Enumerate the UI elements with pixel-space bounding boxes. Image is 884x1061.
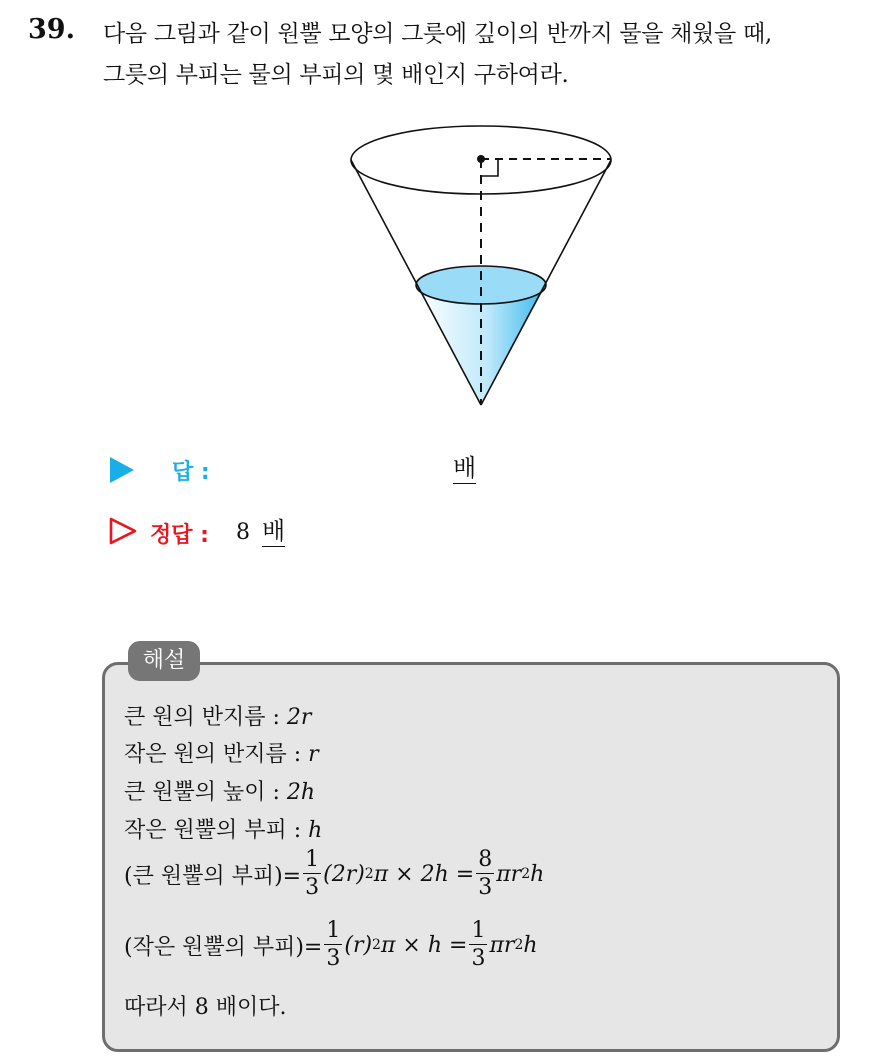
solution-text: 큰 원의 반지름 : xyxy=(124,705,287,730)
fraction-denominator: 3 xyxy=(305,875,320,900)
equation-term: π × 2h = xyxy=(373,861,475,887)
fraction-denominator: 3 xyxy=(471,946,486,971)
correct-value: 8 xyxy=(236,520,250,545)
solution-math: h xyxy=(308,818,323,843)
solution-tag: 해설 xyxy=(128,641,200,681)
exponent: 2 xyxy=(521,866,531,882)
solution-text: 작은 원뿔의 부피 : xyxy=(124,818,309,843)
fraction xyxy=(469,920,487,970)
fraction-denominator: 3 xyxy=(326,946,341,971)
correct-unit: 배 xyxy=(262,517,286,545)
exponent: 2 xyxy=(514,937,524,953)
solution-line-big-radius xyxy=(124,700,311,731)
fraction-denominator: 3 xyxy=(478,875,493,900)
question-text-line2: 그릇의 부피는 물의 부피의 몇 배인지 구하여라. xyxy=(103,62,569,88)
solution-line-big-height xyxy=(124,775,315,806)
fraction-numerator: 8 xyxy=(478,847,493,872)
question-text-line1: 다음 그림과 같이 원뿔 모양의 그릇에 깊이의 반까지 물을 채웠을 때, xyxy=(103,21,772,47)
fraction-numerator: 1 xyxy=(471,918,486,943)
solution-math: 2r xyxy=(286,705,312,730)
answer-arrow-icon xyxy=(110,457,134,483)
solution-line-small-volume xyxy=(124,813,322,844)
solution-equation-small xyxy=(124,920,538,970)
solution-text: 큰 원뿔의 높이 : xyxy=(124,780,287,805)
fraction xyxy=(324,920,342,970)
exponent: 2 xyxy=(364,866,374,882)
equation-term: (r) xyxy=(344,932,373,958)
center-dot xyxy=(477,155,485,163)
fraction-numerator: 1 xyxy=(326,918,341,943)
equation-term: h xyxy=(523,932,538,958)
equation-left: (큰 원뿔의 부피)= xyxy=(124,863,302,889)
correct-label: 정답 : xyxy=(150,523,209,548)
solution-math: r xyxy=(308,742,319,767)
fraction xyxy=(476,849,494,899)
equation-term: (2r) xyxy=(323,861,365,887)
answer-unit: 배 xyxy=(453,454,477,482)
solution-line-small-radius xyxy=(124,737,319,768)
equation-term: h xyxy=(530,861,545,887)
exponent: 2 xyxy=(372,937,381,953)
fraction-numerator: 1 xyxy=(305,847,320,872)
equation-term: πr xyxy=(489,932,515,958)
correct-arrow-icon xyxy=(108,516,138,546)
equation-left: (작은 원뿔의 부피)= xyxy=(124,934,323,960)
solution-equation-big xyxy=(124,849,544,899)
equation-term: π × h = xyxy=(380,932,468,958)
answer-label: 답 : xyxy=(172,460,210,485)
solution-math: 2h xyxy=(286,780,316,805)
solution-text: 작은 원의 반지름 : xyxy=(124,742,309,767)
solution-conclusion: 따라서 8 배이다. xyxy=(124,995,287,1020)
equation-term: πr xyxy=(496,861,522,887)
question-number: 39. xyxy=(28,14,75,45)
cone-figure xyxy=(340,120,630,420)
fraction xyxy=(303,849,321,899)
